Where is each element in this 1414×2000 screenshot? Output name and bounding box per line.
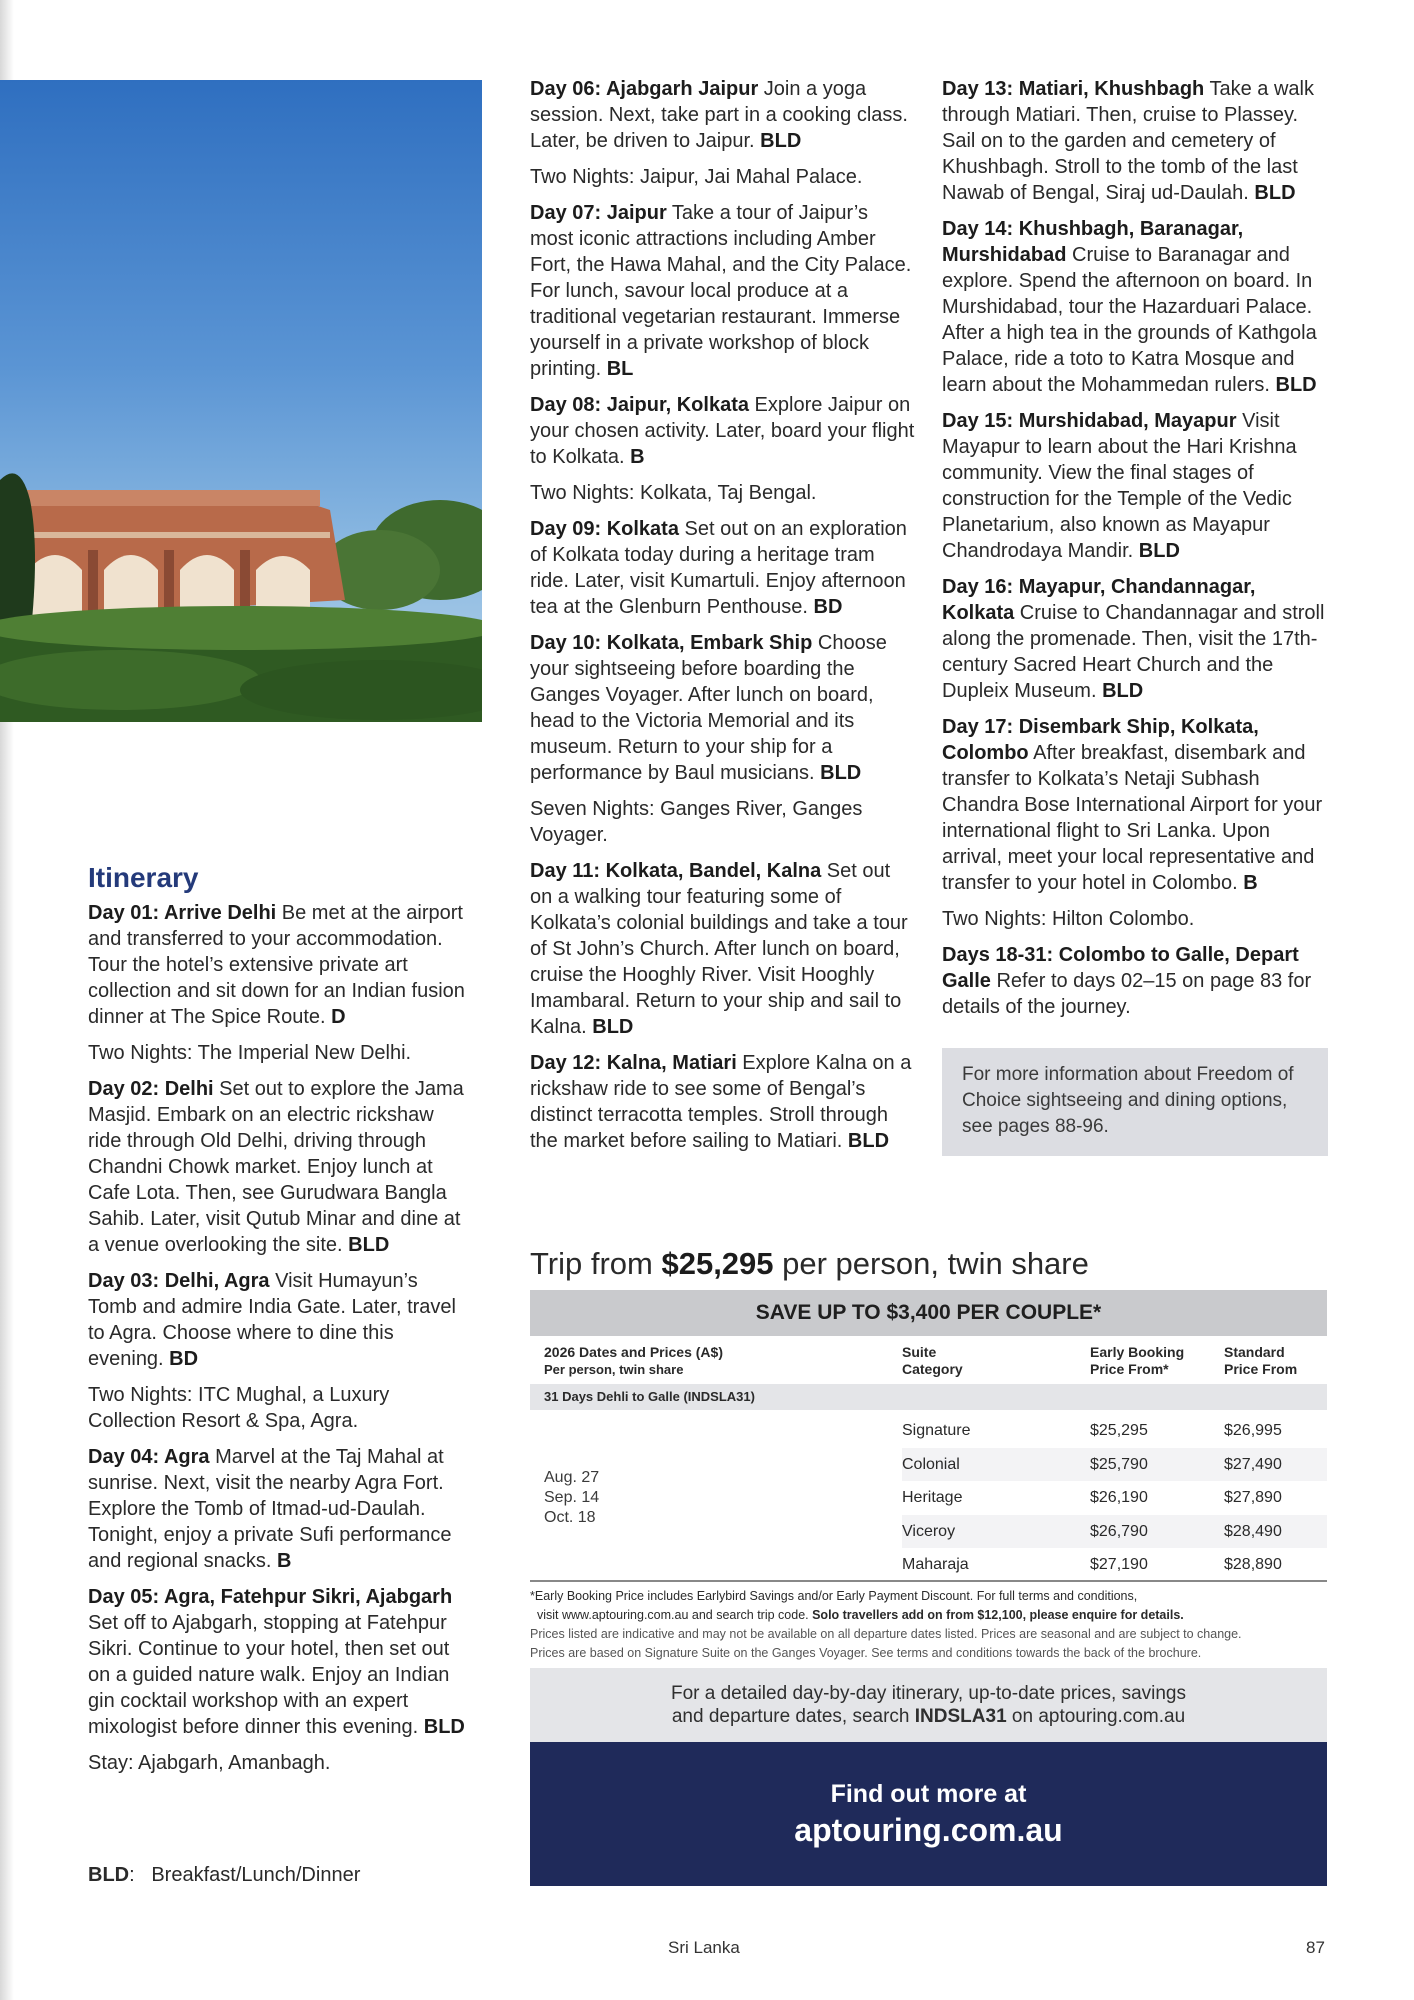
day-description: Explore Kalna on a rickshaw ride to see some of Bengal’s distinct terracotta temples. Stroll through the market before sailing to Matiari.: [530, 1052, 912, 1152]
meal-code: BD: [169, 1348, 199, 1370]
standard-price-cell: $28,490: [1224, 1522, 1282, 1540]
meal-code: BLD: [760, 130, 802, 152]
early-header-line2: Price From*: [1090, 1361, 1169, 1377]
table-row: [902, 1448, 1327, 1482]
meal-code: B: [277, 1550, 292, 1572]
day-heading: Day 10: Kolkata, Embark Ship: [530, 632, 813, 654]
itinerary-day: [88, 1076, 470, 1258]
itinerary-day: [530, 392, 916, 470]
day-heading: Day 17: Disembark Ship, Kolkata, Colombo: [942, 716, 1259, 764]
meal-code: BD: [813, 596, 843, 618]
day-description: Take a walk through Matiari. Then, cruise to Plassey. Sail on to the garden and cemetery of Khushbagh. Stroll to the tomb of the last Nawab of Bengal, Siraj ud-Daulah.: [942, 78, 1314, 204]
table-header-standard: [1224, 1344, 1297, 1378]
day-description: Cruise to Chandannagar and stroll along the promenade. Then, visit the 17th-century Sacred Heart Church and the Dupleix Museum.: [942, 602, 1325, 702]
itinerary-day: [942, 216, 1332, 398]
itinerary-stay: [530, 164, 916, 190]
detail-text: and departure dates, search: [671, 1706, 915, 1727]
early-price-cell: $26,190: [1090, 1489, 1148, 1506]
itinerary-day: [942, 574, 1332, 704]
table-row: [902, 1414, 1327, 1448]
itinerary-day: [530, 200, 916, 382]
trip-price: $25,295: [661, 1246, 774, 1281]
day-heading: Day 05: Agra, Fatehpur Sikri, Ajabgarh: [88, 1586, 453, 1608]
day-heading: Day 03: Delhi, Agra: [88, 1270, 270, 1292]
save-banner: SAVE UP TO $3,400 PER COUPLE*: [530, 1290, 1327, 1336]
table-header-early: [1090, 1344, 1184, 1378]
meal-code: D: [331, 1006, 346, 1028]
standard-header-line1: Standard: [1224, 1344, 1285, 1360]
day-description: Visit Humayun’s Tomb and admire India Gate. Later, travel to Agra. Choose where to dine this evening.: [88, 1270, 456, 1370]
early-price-cell: $25,295: [1090, 1422, 1148, 1439]
standard-price-cell: $28,890: [1224, 1556, 1282, 1573]
day-description: Visit Mayapur to learn about the Hari Krishna community. View the final stages of construction for the Temple of the Vedic Planetarium, also known as Mayapur Chandrodaya Mandir.: [942, 410, 1297, 562]
meal-code: BLD: [1102, 680, 1144, 702]
itinerary-day: [942, 942, 1332, 1020]
itinerary-day: [88, 1444, 470, 1574]
meal-code: B: [630, 446, 645, 468]
itinerary-day: [88, 1268, 470, 1372]
legend-value: Breakfast/Lunch/Dinner: [151, 1864, 361, 1886]
day-description: Refer to days 02–15 on page 83 for details of the journey.: [942, 970, 1312, 1018]
table-header-suite: [902, 1344, 963, 1378]
trip-code-bar: 31 Days Dehli to Galle (INDSLA31): [530, 1384, 1327, 1410]
day-heading: Day 04: Agra: [88, 1446, 210, 1468]
page-number: 87: [1306, 1938, 1325, 1957]
itinerary-day: [942, 408, 1332, 564]
suite-header-line2: Category: [902, 1361, 963, 1377]
monument-photo: [0, 80, 482, 722]
day-description: After breakfast, disembark and transfer to Kolkata’s Netaji Subhash Chandra Bose International Airport for your international flight to Sri Lanka. Upon arrival, meet your local representative and transfer to your hotel in Colombo.: [942, 742, 1323, 894]
day-description: Two Nights: The Imperial New Delhi.: [88, 1042, 412, 1064]
day-description: Two Nights: Hilton Colombo.: [942, 908, 1195, 930]
footnote-line: *Early Booking Price includes Earlybird Savings and/or Early Payment Discount. For full terms and conditions,: [530, 1589, 1138, 1603]
suite-header-line1: Suite: [902, 1344, 937, 1360]
itinerary-stay: [942, 906, 1332, 932]
itinerary-day: [88, 1584, 470, 1740]
day-description: Marvel at the Taj Mahal at sunrise. Next, visit the nearby Agra Fort. Explore the Tomb of Itmad-ud-Daulah. Tonight, enjoy a private Sufi performance and regional snacks.: [88, 1446, 452, 1572]
itinerary-day: [530, 630, 916, 786]
trip-price-heading: [530, 1246, 1089, 1282]
itinerary-stay: [88, 1382, 470, 1434]
table-row: [902, 1548, 1327, 1582]
standard-price-cell: $27,890: [1224, 1489, 1282, 1506]
itinerary-column-3: [942, 76, 1332, 1030]
day-description: Seven Nights: Ganges River, Ganges Voyager.: [530, 798, 863, 846]
day-description: Set out on a walking tour featuring some of Kolkata’s colonial buildings and take a tour of St John’s Church. After lunch on board, cruise the Hooghly River. Visit Hooghly Imambaral. Return to your ship and sail to Kalna.: [530, 860, 908, 1038]
day-description: Take a tour of Jaipur’s most iconic attractions including Amber Fort, the Hawa Mahal, and the City Palace. For lunch, savour local produce at a traditional vegetarian restaurant. Immerse yourself in a private workshop of block printing.: [530, 202, 912, 380]
itinerary-column-1: [88, 900, 470, 1786]
itinerary-day: [530, 76, 916, 154]
departure-date: Aug. 27: [544, 1469, 600, 1486]
suite-cell: Viceroy: [902, 1522, 956, 1540]
dates-title: 2026 Dates and Prices (A$): [544, 1344, 723, 1360]
trip-prefix: Trip from: [530, 1246, 662, 1281]
table-row: [902, 1481, 1327, 1515]
freedom-of-choice-info-box: For more information about Freedom of Choice sightseeing and dining options, see pages 88-96.: [942, 1048, 1328, 1156]
find-out-more-banner[interactable]: [530, 1742, 1327, 1886]
itinerary-stay: [88, 1040, 470, 1066]
itinerary-stay: [530, 480, 916, 506]
standard-price-cell: $26,995: [1224, 1422, 1282, 1439]
table-row: [902, 1515, 1327, 1549]
meal-code: BLD: [1275, 374, 1317, 396]
day-description: Two Nights: Jaipur, Jai Mahal Palace.: [530, 166, 863, 188]
departure-dates: [544, 1468, 599, 1528]
early-price-cell: $27,190: [1090, 1556, 1148, 1573]
day-description: Two Nights: ITC Mughal, a Luxury Collection Resort & Spa, Agra.: [88, 1384, 390, 1432]
cta-website-link[interactable]: aptouring.com.au: [794, 1812, 1063, 1848]
itinerary-day: [530, 516, 916, 620]
day-heading: Day 13: Matiari, Khushbagh: [942, 78, 1205, 100]
itinerary-day: [942, 714, 1332, 896]
table-header-dates: [544, 1344, 723, 1378]
suite-cell: Signature: [902, 1422, 971, 1439]
trip-code: INDSLA31: [914, 1706, 1007, 1727]
itinerary-day: [88, 900, 470, 1030]
detail-line-1: For a detailed day-by-day itinerary, up-to-date prices, savings: [670, 1683, 1186, 1704]
detail-line-2: [530, 1705, 1327, 1728]
day-description: Set out on an exploration of Kolkata today during a heritage tram ride. Later, visit Kumartuli. Enjoy afternoon tea at the Glenburn Penthouse.: [530, 518, 907, 618]
day-description: Be met at the airport and transferred to your accommodation. Tour the hotel’s extensive private art collection and sit down for an Indian fusion dinner at The Spice Route.: [88, 902, 465, 1028]
detailed-itinerary-box: [530, 1668, 1327, 1742]
meal-code: BLD: [423, 1716, 465, 1738]
day-description: Cruise to Baranagar and explore. Spend the afternoon on board. In Murshidabad, tour the Hazarduari Palace. After a high tea in the grounds of Kathgola Palace, ride a toto to Katra Mosque and learn about the Mohammedan rulers.: [942, 244, 1317, 396]
meal-code: B: [1243, 872, 1258, 894]
departure-date: Oct. 18: [544, 1509, 596, 1526]
price-footnote: [530, 1587, 1330, 1663]
cta-line-1: Find out more at: [830, 1780, 1027, 1808]
day-heading: Day 11: Kolkata, Bandel, Kalna: [530, 860, 822, 882]
legend-separator: :: [129, 1864, 135, 1886]
footnote-visit: visit www.aptouring.com.au and search trip code.: [536, 1608, 813, 1622]
day-heading: Day 12: Kalna, Matiari: [530, 1052, 737, 1074]
itinerary-column-2: [530, 76, 916, 1164]
meal-legend: [88, 1864, 360, 1887]
itinerary-stay: [88, 1750, 470, 1776]
early-price-cell: $26,790: [1090, 1522, 1148, 1540]
day-description: Explore Jaipur on your chosen activity. Later, board your flight to Kolkata.: [530, 394, 915, 468]
day-heading: Day 02: Delhi: [88, 1078, 214, 1100]
departure-date: Sep. 14: [544, 1489, 600, 1506]
itinerary-day: [942, 76, 1332, 206]
early-header-line1: Early Booking: [1090, 1344, 1185, 1360]
day-description: Join a yoga session. Next, take part in a cooking class. Later, be driven to Jaipur.: [530, 78, 908, 152]
meal-code: BLD: [820, 762, 862, 784]
suite-cell: Heritage: [902, 1489, 963, 1506]
legend-key: BLD: [88, 1864, 130, 1886]
standard-price-cell: $27,490: [1224, 1455, 1282, 1473]
early-price-cell: $25,790: [1090, 1455, 1148, 1473]
footnote-solo: Solo travellers add on from $12,100, please enquire for details.: [812, 1608, 1184, 1622]
itinerary-stay: [530, 796, 916, 848]
day-heading: Day 08: Jaipur, Kolkata: [530, 394, 749, 416]
footnote-line: [530, 1606, 1330, 1625]
standard-header-line2: Price From: [1224, 1361, 1298, 1377]
footnote-line: Prices listed are indicative and may not be available on all departure dates listed. Prices are seasonal and are subject to change.: [530, 1627, 1242, 1641]
suite-cell: Colonial: [902, 1455, 960, 1473]
detail-text-end: on aptouring.com.au: [1006, 1706, 1186, 1727]
day-heading: Day 09: Kolkata: [530, 518, 679, 540]
day-heading: Days 18-31: Colombo to Galle, Depart Galle: [942, 944, 1299, 992]
dates-subtitle: Per person, twin share: [544, 1362, 684, 1377]
day-heading: Day 16: Mayapur, Chandannagar, Kolkata: [942, 576, 1256, 624]
day-description: Choose your sightseeing before boarding the Ganges Voyager. After lunch on board, head to the Victoria Memorial and its museum. Return to your ship for a performance by Baul musicians.: [530, 632, 887, 784]
suite-cell: Maharaja: [902, 1556, 969, 1573]
footnote-line: Prices are based on Signature Suite on the Ganges Voyager. See terms and conditions towards the back of the brochure.: [530, 1646, 1202, 1660]
day-description: Set off to Ajabgarh, stopping at Fatehpur Sikri. Continue to your hotel, then set out on a guided nature walk. Enjoy an Indian gin cocktail workshop with an expert mixologist before dinner this evening.: [88, 1612, 450, 1738]
day-heading: Day 14: Khushbagh, Baranagar, Murshidabad: [942, 218, 1244, 266]
table-bottom-rule: [530, 1580, 1327, 1582]
meal-code: BLD: [1254, 182, 1296, 204]
meal-code: BL: [606, 358, 634, 380]
day-heading: Day 07: Jaipur: [530, 202, 667, 224]
footer-section-title: Sri Lanka: [668, 1938, 740, 1957]
day-description: Two Nights: Kolkata, Taj Bengal.: [530, 482, 817, 504]
meal-code: BLD: [348, 1234, 390, 1256]
day-description: Stay: Ajabgarh, Amanbagh.: [88, 1752, 331, 1774]
trip-suffix: per person, twin share: [773, 1246, 1089, 1281]
price-table-rows: [902, 1414, 1327, 1582]
itinerary-day: [530, 858, 916, 1040]
day-description: Set out to explore the Jama Masjid. Embark on an electric rickshaw ride through Old Delhi, driving through Chandni Chowk market. Enjoy lunch at Cafe Lota. Then, see Gurudwara Bangla Sahib. Later, visit Qutub Minar and dine at a venue overlooking the site.: [88, 1078, 464, 1256]
meal-code: BLD: [1138, 540, 1180, 562]
day-heading: Day 06: Ajabgarh Jaipur: [530, 78, 759, 100]
itinerary-day: [530, 1050, 916, 1154]
itinerary-heading: Itinerary: [88, 862, 199, 893]
day-heading: Day 01: Arrive Delhi: [88, 902, 277, 924]
day-heading: Day 15: Murshidabad, Mayapur: [942, 410, 1237, 432]
meal-code: BLD: [847, 1130, 890, 1152]
meal-code: BLD: [592, 1016, 634, 1038]
